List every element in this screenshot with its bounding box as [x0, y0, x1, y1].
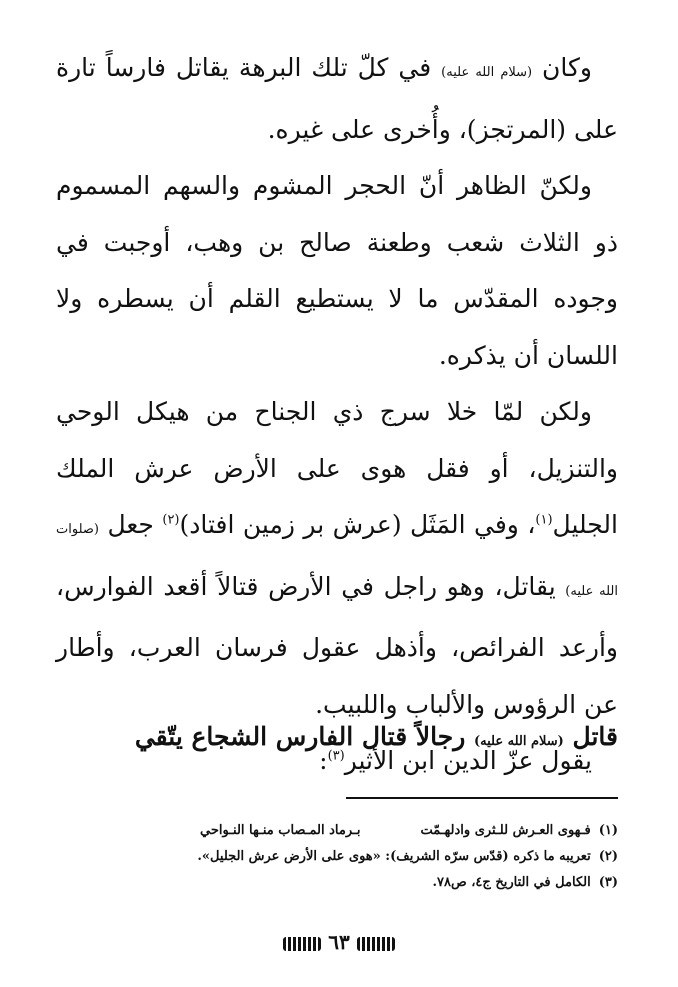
page-number-value: ٦٣: [328, 930, 350, 954]
footnote-2: [60, 844, 618, 870]
text-run: يقاتل، وهو راجل في الأرض قتالاً أقعد الفوارس، وأرعد الفرائص، وأذهل عقول فرسان العرب، وأطار عن الرؤوس والألباب واللبيب.: [56, 571, 618, 719]
paragraph-1: [56, 40, 618, 158]
text-run: :: [319, 746, 328, 775]
text-run: جعل: [98, 510, 163, 539]
text-run: في كلّ تلك البرهة يقاتل فارساً تارة على (المرتجز)، وأُخرى على غيره.: [56, 53, 618, 144]
main-text: [56, 40, 618, 790]
honorific-text: (صلوات الله عليه): [56, 522, 618, 599]
text-run: ، وفي المَثَل (عرش بر زمين افتاد): [179, 510, 536, 539]
footnote-ref-1[interactable]: (١): [535, 512, 553, 528]
paragraph-3: [56, 384, 618, 733]
footnote-ref-3[interactable]: (٣): [327, 748, 345, 764]
text-run: ولكن لمّا خلا سرج ذي الجناح من هيكل الوحي والتنزيل، أو فقل هوى على الأرض عرش الملك الجليل: [56, 397, 618, 539]
footnote-ref-2[interactable]: (٢): [162, 512, 180, 528]
paragraph-2: [56, 158, 618, 384]
text-run: قاتل: [563, 722, 618, 751]
text-run: ولكنّ الظاهر أنّ الحجر المشوم والسهم المسموم ذو الثلاث شعب وطعنة صالح بن وهب، أوجبت في وجوده المقدّس ما لا يستطيع القلم أن يسطره ولا اللسان أن يذكره.: [56, 171, 618, 370]
poem-line: [56, 712, 618, 767]
footnote-number: (٣): [598, 875, 618, 890]
page-number: [0, 930, 678, 954]
footnote-number: (٢): [598, 849, 618, 864]
honorific-text: (سلام الله عليه): [441, 65, 533, 80]
ornament-icon: [357, 937, 395, 951]
text-run: رجالاً قتال الفارس الشجاع يتّقي: [134, 722, 474, 751]
honorific-text: (سلام الله عليه): [473, 734, 564, 749]
footnotes: [60, 818, 618, 896]
footnote-verse: [200, 818, 591, 844]
verse-hemistich-1: فـهوى العـرش للـثرى وادلهـمّت: [420, 823, 591, 838]
footnote-1: [60, 818, 618, 844]
verse-hemistich-2: بـرماد المـصاب منـها النـواحي: [200, 823, 361, 838]
footnote-text: تعريبه ما ذكره (قدّس سرّه الشريف): «هوى على الأرض عرش الجليل».: [197, 849, 591, 864]
ornament-icon: [283, 937, 321, 951]
text-run: يقول عزّ الدين ابن الأثير: [344, 746, 592, 775]
footnote-divider: [346, 797, 618, 799]
footnote-text: الكامل في التاريخ ج٤، ص٧٨.: [432, 875, 591, 890]
footnote-number: (١): [598, 823, 618, 838]
text-run: وكان: [532, 53, 592, 82]
footnote-3: [60, 870, 618, 896]
